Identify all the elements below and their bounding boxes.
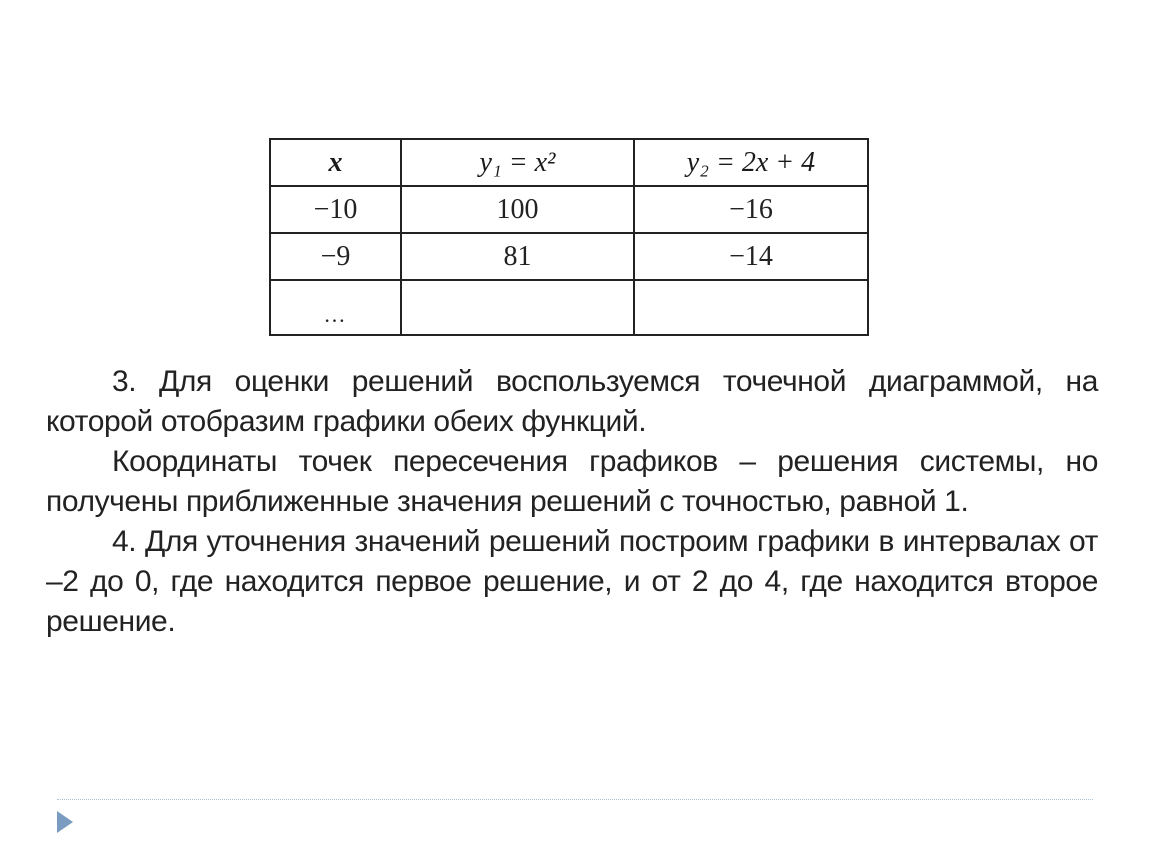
- header-y1: y₁ = x²: [401, 139, 634, 186]
- table-row: [270, 186, 868, 233]
- cell-y1: [401, 280, 634, 335]
- cell-y2: [634, 280, 868, 335]
- header-x: x: [270, 139, 401, 186]
- triangle-right-icon[interactable]: [57, 811, 73, 833]
- paragraph-step-3: 3. Для оценки решений воспользуемся точечной диаграммой, на которой отобразим графики обеих функций.: [46, 365, 1098, 438]
- cell-x: …: [270, 280, 401, 335]
- table-header-row: [270, 139, 868, 186]
- cell-y2: −14: [634, 233, 868, 280]
- values-table: [269, 138, 869, 336]
- slide-divider: [57, 799, 1093, 800]
- paragraph-intersection: Координаты точек пересечения графиков – решения системы, но получены приближенные значения решений с точностью, равной 1.: [46, 445, 1098, 518]
- paragraph-step-4: 4. Для уточнения значений решений построим графики в интервалах от –2 до 0, где находится первое решение, и от 2 до 4, где находится второе решение.: [46, 525, 1098, 638]
- cell-y1: 100: [401, 186, 634, 233]
- cell-y1: 81: [401, 233, 634, 280]
- body-text: [46, 362, 1098, 642]
- cell-x: −9: [270, 233, 401, 280]
- cell-y2: −16: [634, 186, 868, 233]
- table-row: [270, 280, 868, 335]
- header-y2: y₂ = 2x + 4: [634, 139, 868, 186]
- cell-x: −10: [270, 186, 401, 233]
- table-row: [270, 233, 868, 280]
